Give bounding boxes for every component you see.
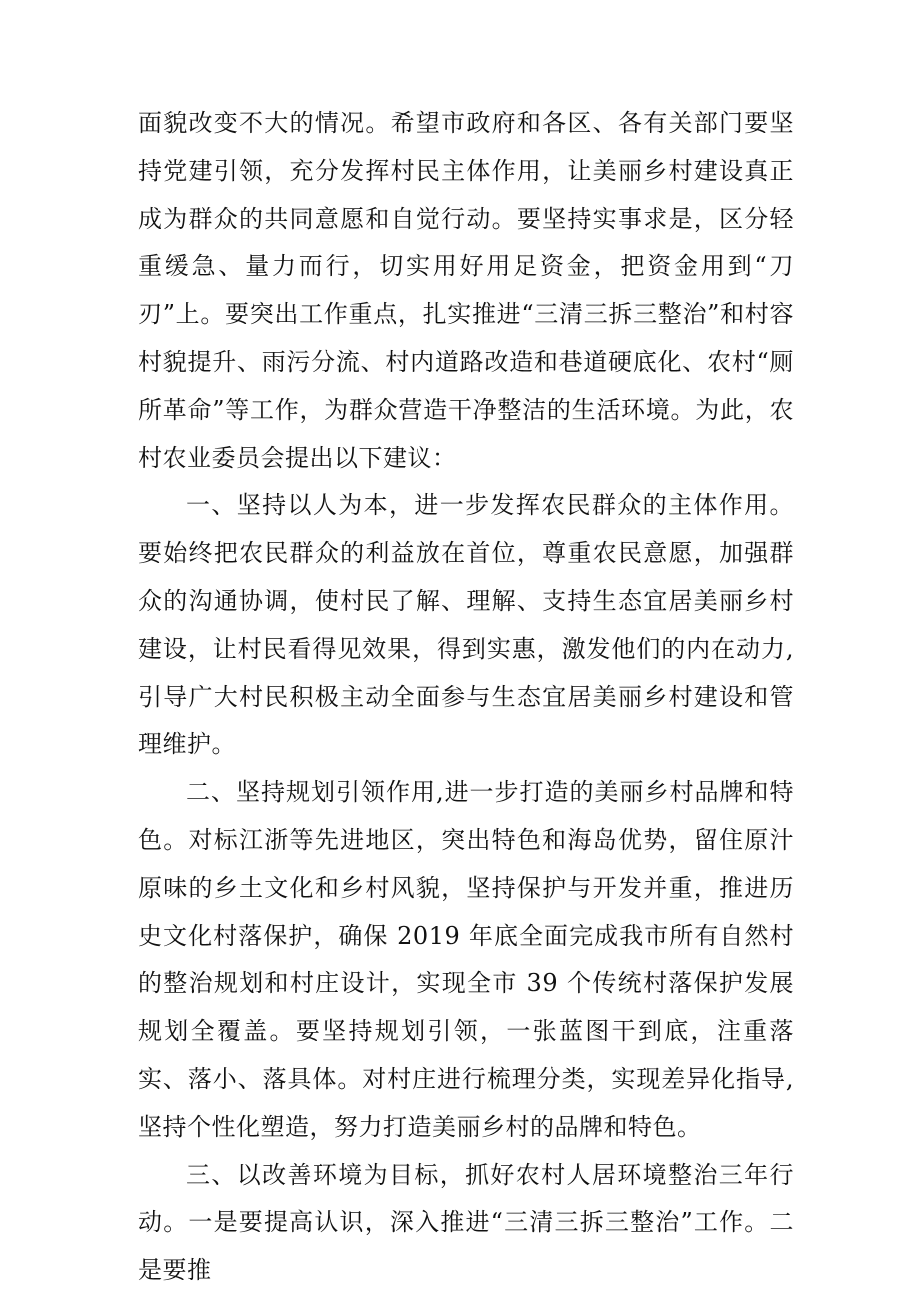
document-body (138, 100, 794, 1295)
paragraph-1: 面貌改变不大的情况。希望市政府和各区、各有关部门要坚持党建引领，充分发挥村民主体作用，让美丽乡村建设真正成为群众的共同意愿和自觉行动。要坚持实事求是，区分轻重缓急、量力而行，切实用好用足资金，把资金用到“刀刃”上。要突出工作重点，扎实推进“三清三拆三整治”和村容村貌提升、雨污分流、村内道路改造和巷道硬底化、农村“厕所革命”等工作，为群众营造干净整洁的生活环境。为此，农村农业委员会提出以下建议： (138, 109, 794, 472)
paragraph-3: 二、坚持规划引领作用,进一步打造的美丽乡村品牌和特色。对标江浙等先进地区，突出特色和海岛优势，留住原汁原味的乡土文化和乡村风貌，坚持保护与开发并重，推进历史文化村落保护，确保 2019 年底全面完成我市所有自然村的整治规划和村庄设计，实现全市 39 个传统村落保护发展规划全覆盖。要坚持规划引领，一张蓝图干到底，注重落实、落小、落具体。对村庄进行梳理分类，实现差异化指导,坚持个性化塑造，努力打造美丽乡村的品牌和特色。 (138, 778, 794, 1141)
paragraph-4: 三、以改善环境为目标，抓好农村人居环境整治三年行动。一是要提高认识，深入推进“三清三拆三整治”工作。二是要推 (138, 1160, 794, 1285)
paragraph-2: 一、坚持以人为本，进一步发挥农民群众的主体作用。要始终把农民群众的利益放在首位，尊重农民意愿，加强群众的沟通协调，使村民了解、理解、支持生态宜居美丽乡村建设，让村民看得见效果，得到实惠，激发他们的内在动力,引导广大村民积极主动全面参与生态宜居美丽乡村建设和管理维护。 (138, 491, 794, 759)
